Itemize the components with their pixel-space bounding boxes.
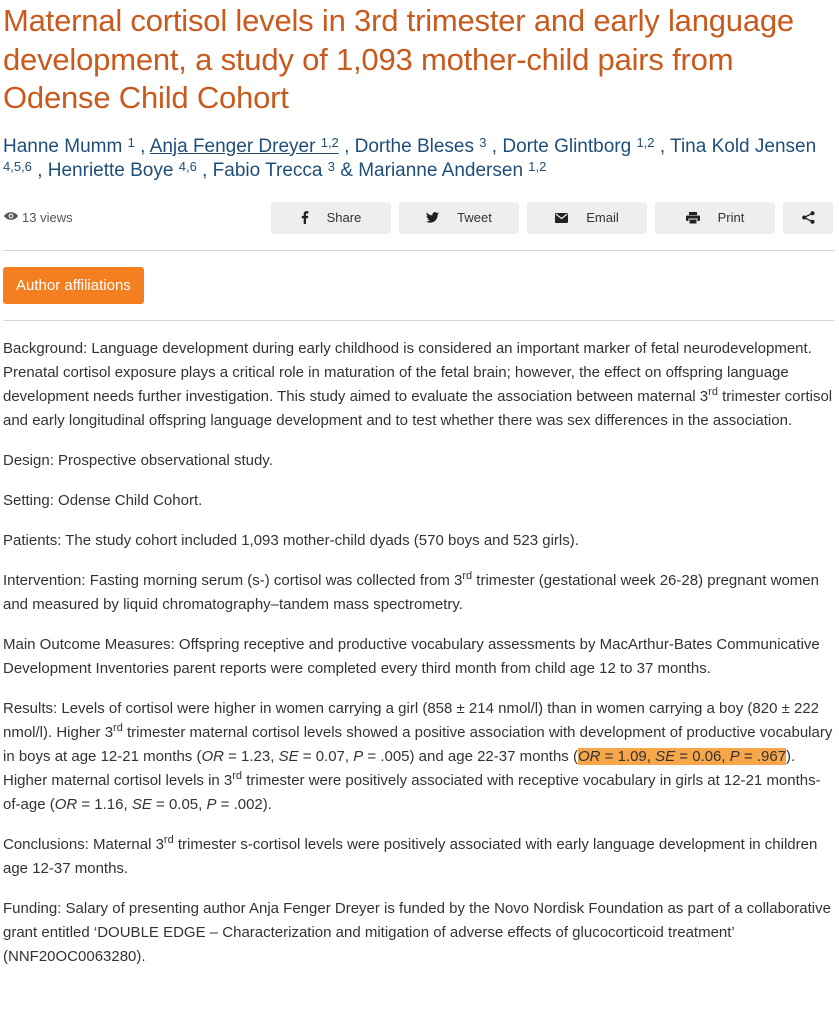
abstract-results: Results: Levels of cortisol were higher in women carrying a girl (858 ± 214 nmol/l) than in women carrying a boy (820 ± 222 nmol/l). Higher 3rd trimester maternal cortisol levels showed a positive association with development of productive vocabulary in boys at age 12-21 months (OR = 1.23, SE = 0.07, P = .005) and age 22-37 months (OR = 1.09, SE = 0.06, P = .967). Higher maternal cortisol levels in 3rd trimester were positively associated with receptive vocabulary in girls at 12-21 months-of-age (OR = 1.16, SE = 0.05, P = .002). — [3, 699, 833, 813]
author-link-highlighted[interactable]: Anja Fenger Dreyer $^{1,2}$ — [149, 134, 339, 157]
print-button[interactable] — [655, 202, 775, 234]
facebook-icon — [301, 211, 309, 224]
print-label: Print — [717, 210, 745, 225]
share-label: Share — [326, 210, 362, 225]
author-affiliations-button[interactable]: Author affiliations — [3, 267, 144, 304]
abstract-intervention: Intervention: Fasting morning serum (s-) cortisol was collected from 3rd trimester (gestational week 26-28) pregnant women and measured by liquid chromatography–tandem mass spectrometry. — [3, 569, 819, 613]
highlighted-text: OR = 1.09, SE = 0.06, P = .967 — [577, 747, 787, 765]
author-link[interactable]: Fabio Trecca $^3$ — [212, 158, 335, 181]
abstract-patients: Patients: The study cohort included 1,093 mother-child dyads (570 boys and 523 girls). — [3, 531, 579, 549]
tweet-label: Tweet — [457, 210, 492, 225]
meta-row — [3, 202, 835, 234]
author-link[interactable]: Tina Kold Jensen $^{4,5,6}$ — [3, 135, 817, 174]
article-title: Maternal cortisol levels in 3rd trimester and early language development, a study of 1,093 mother-child pairs from Odense Child Cohort — [3, 3, 794, 115]
divider — [3, 250, 835, 251]
eye-icon — [3, 210, 19, 225]
email-share-button[interactable] — [527, 202, 647, 234]
more-share-button[interactable] — [783, 202, 833, 234]
author-link[interactable]: Dorte Glintborg $^{1,2}$ — [502, 134, 655, 157]
author-list: Hanne Mumm $^1$ , Anja Fenger Dreyer $^{1,2}$ , Dorthe Bleses $^3$ , Dorte Glintborg $^{1,2}$ , Tina Kold Jensen $^{4,5,6}$ , Henriette Boye $^{4,6}$ , Fabio Trecca $^3$ & Marianne Andersen $^{1,2}$ — [3, 134, 817, 181]
email-label: Email — [586, 210, 619, 225]
author-link[interactable]: Hanne Mumm $^1$ — [3, 134, 135, 157]
abstract-design: Design: Prospective observational study. — [3, 451, 273, 469]
printer-icon — [686, 212, 700, 224]
abstract-setting: Setting: Odense Child Cohort. — [3, 491, 203, 509]
abstract-outcome: Main Outcome Measures: Offspring receptive and productive vocabulary assessments by MacArthur-Bates Communicative Development Inventories parent reports were completed every third month from child age 12 to 37 months. — [3, 635, 820, 677]
author-link[interactable]: Henriette Boye $^{4,6}$ — [47, 158, 197, 181]
author-link[interactable]: Dorthe Bleses $^3$ — [354, 134, 487, 157]
abstract — [3, 321, 835, 969]
twitter-share-button[interactable] — [399, 202, 519, 234]
abstract-funding: Funding: Salary of presenting author Anja Fenger Dreyer is funded by the Novo Nordisk Foundation as part of a collaborative grant entitled ‘DOUBLE EDGE – Characterization and mitigation of adverse effects of glucocorticoid treatment’ (NNF20OC0063280). — [3, 899, 831, 965]
view-count — [3, 210, 271, 225]
abstract-background: Background: Language development during early childhood is considered an important marker of fetal neurodevelopment. Prenatal cortisol exposure plays a critical role in maturation of the fetal brain; however, the effect on offspring language development needs further investigation. This study aimed to evaluate the association between maternal 3rd trimester cortisol and early longitudinal offspring language development and to test whether there was sex differences in the association. — [3, 339, 833, 429]
twitter-icon — [426, 212, 439, 223]
share-icon — [802, 211, 815, 224]
envelope-icon — [555, 213, 568, 223]
abstract-conclusions: Conclusions: Maternal 3rd trimester s-cortisol levels were positively associated with early language development in children age 12-37 months. — [3, 833, 818, 877]
facebook-share-button[interactable] — [271, 202, 391, 234]
author-link[interactable]: Marianne Andersen $^{1,2}$ — [358, 158, 547, 181]
view-count-text: 13 views — [22, 210, 73, 225]
